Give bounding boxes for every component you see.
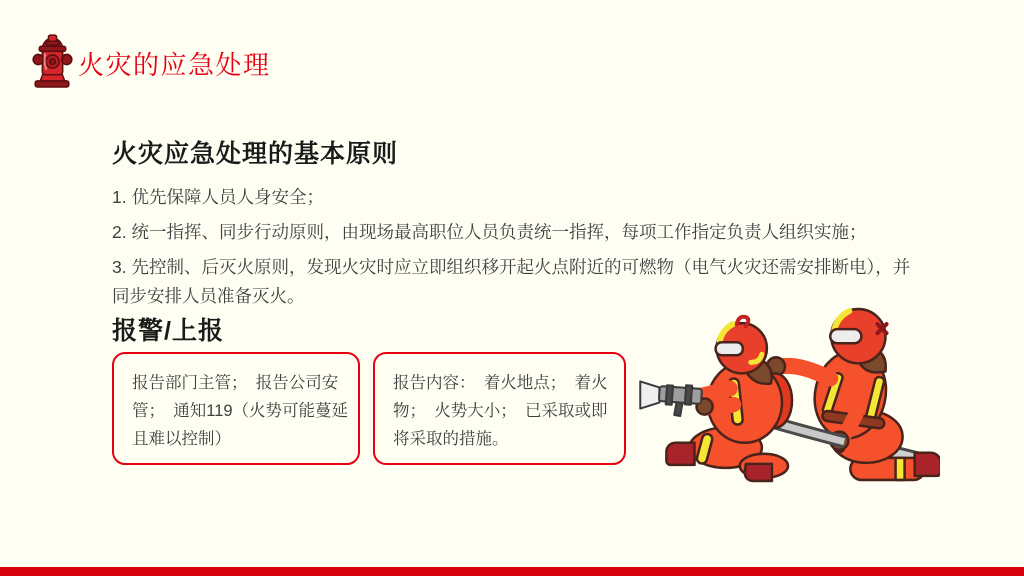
report-box-report-content: 报告内容： 着火地点； 着火物； 火势大小； 已采取或即将采取的措施。 [373, 352, 626, 465]
firefighters-illustration [633, 296, 940, 492]
fire-hydrant-icon [29, 29, 76, 88]
hose-nozzle [640, 381, 702, 416]
report-boxes [112, 352, 626, 465]
page-title: 火灾的应急处理 [78, 50, 271, 80]
principles-section [112, 134, 924, 317]
principle-item-3: 3. 先控制、后灭火原则，发现火灾时应立即组织移开起火点附近的可燃物（电气火灾还需安排断电），并同步安排人员准备灭火。 [112, 257, 911, 306]
principles-heading: 火灾应急处理的基本原则 [112, 140, 399, 168]
principle-item-2: 2. 统一指挥、同步行动原则，由现场最高职位人员负责统一指挥，每项工作指定负责人组织实施； [112, 222, 867, 242]
report-box-who-to-notify: 报告部门主管； 报告公司安管； 通知119（火势可能蔓延且难以控制） [112, 352, 360, 465]
slide-header [29, 29, 271, 88]
report-heading: 报警/上报 [112, 317, 224, 345]
principle-item-1: 1. 优先保障人员人身安全； [112, 187, 324, 207]
footer-accent-bar [0, 567, 1024, 576]
